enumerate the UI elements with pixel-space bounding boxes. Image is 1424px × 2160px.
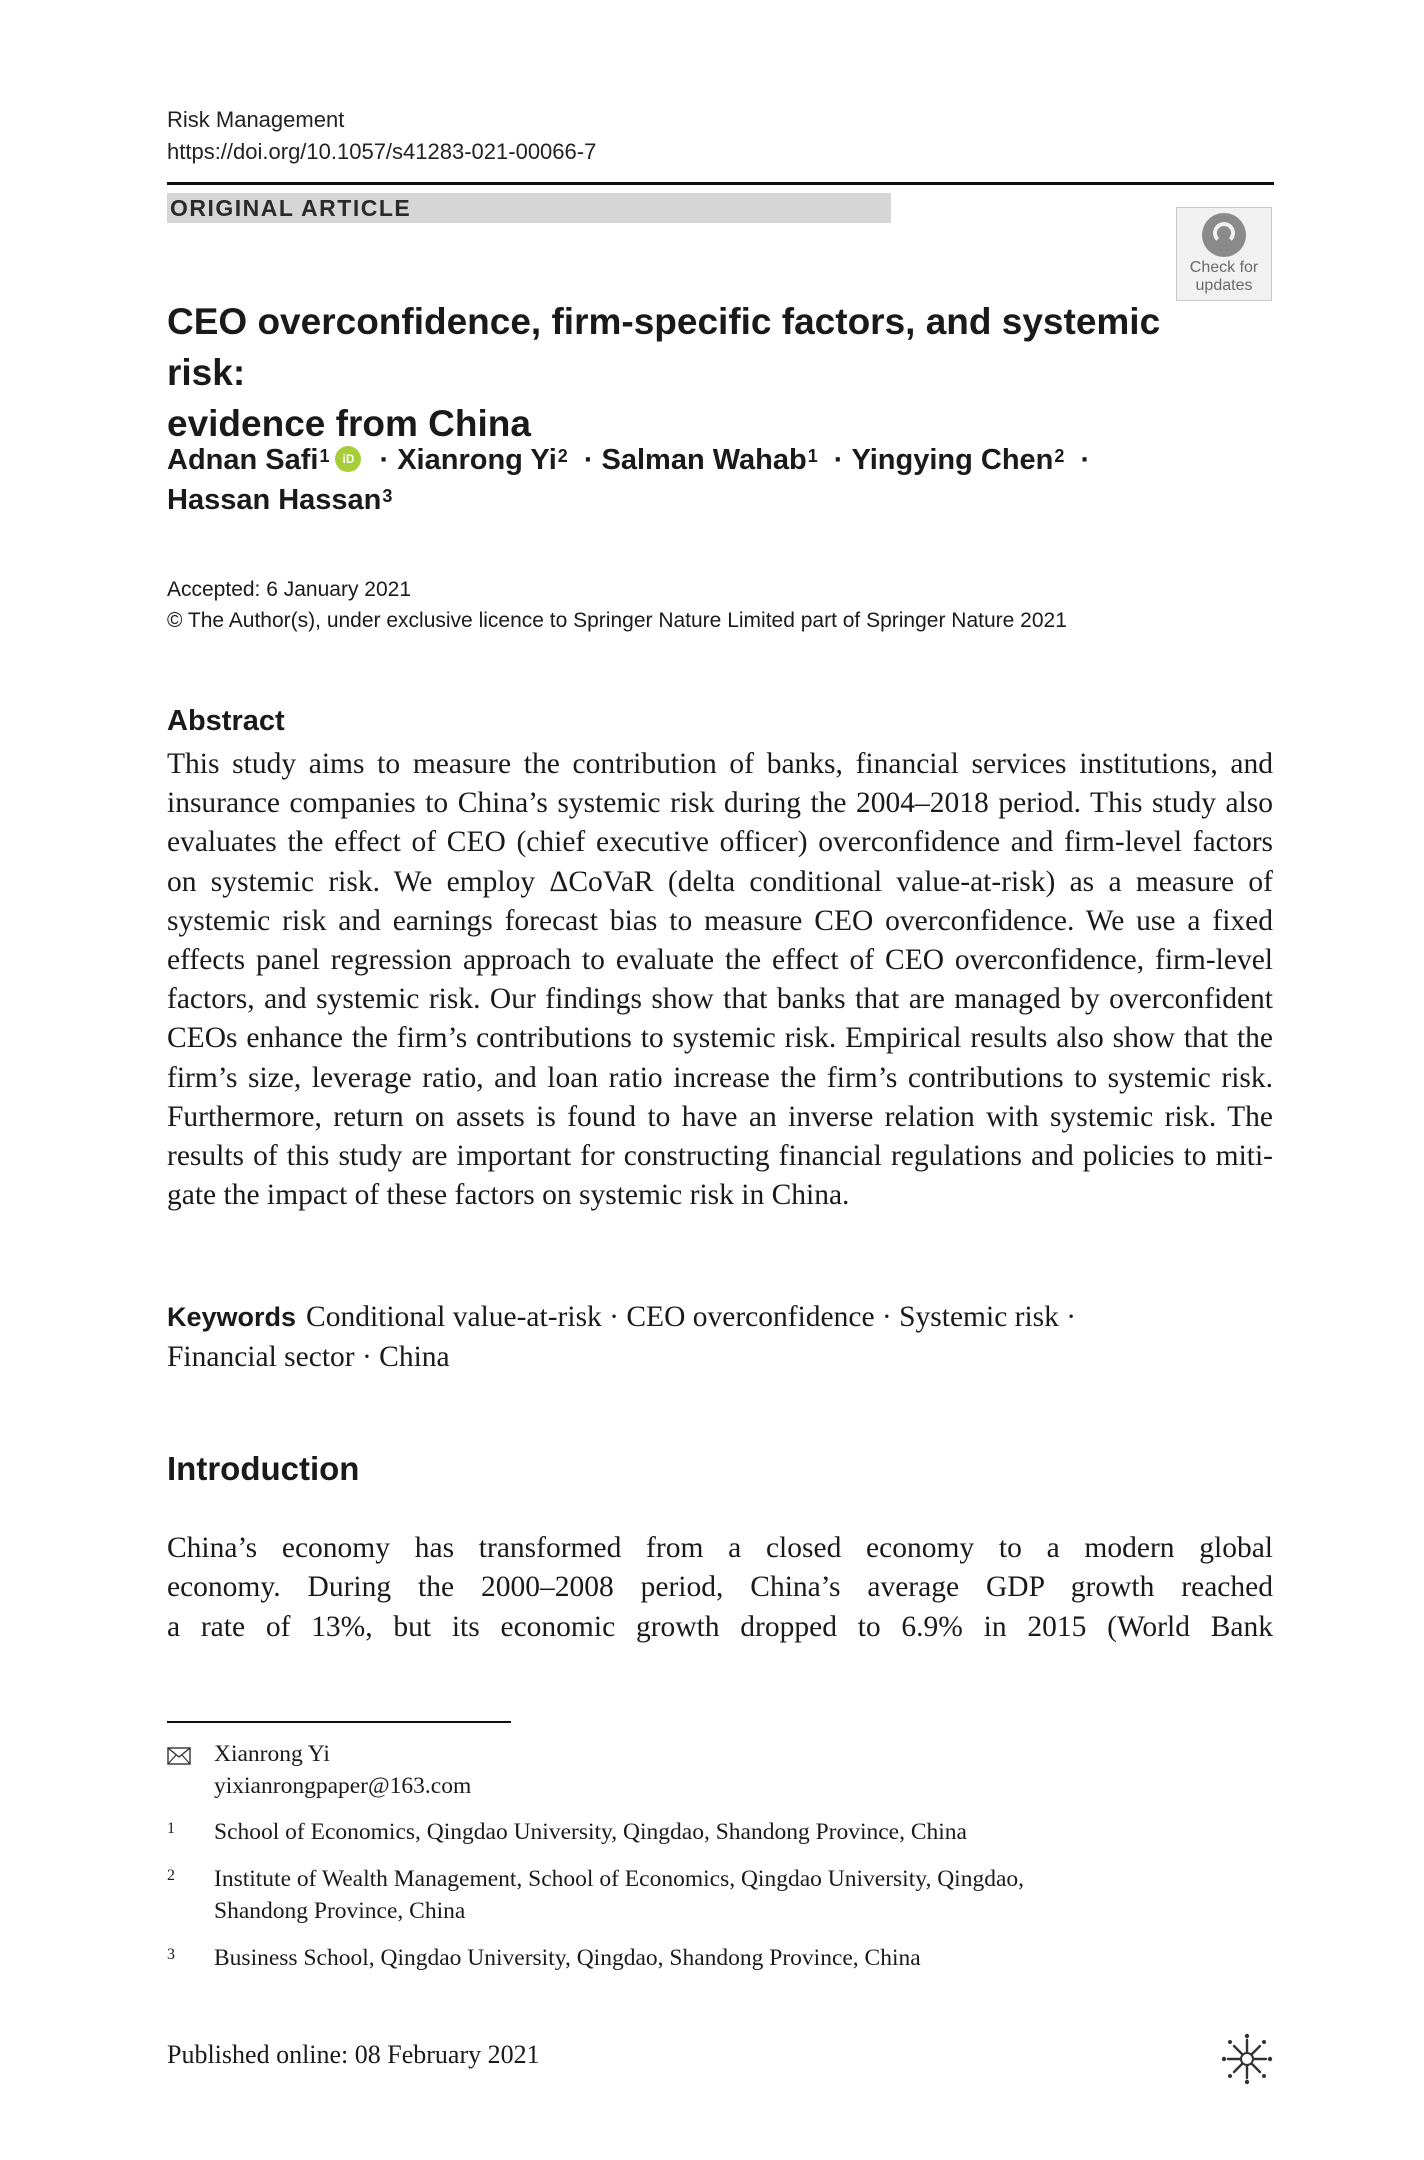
affiliation-number: 3 xyxy=(167,1946,175,1963)
orcid-icon[interactable]: iD xyxy=(335,446,361,472)
correspondence-name: Xianrong Yi xyxy=(214,1741,330,1767)
doi-link[interactable]: https://doi.org/10.1057/s41283-021-00066-7 xyxy=(167,139,597,164)
check-for-updates-icon xyxy=(1202,213,1246,257)
intro-line-1: China’s economy has transformed from a closed economy to a modern global xyxy=(167,1532,1273,1564)
abstract-body: This study aims to measure the contribution of banks, financial services institutions, and insurance companies to China’s systemic risk during the 2004–2018 period. This study also evaluates the effect of CEO (chief executive officer) overconfidence and firm-level factors on systemic risk. We employ ΔCoVaR (delta conditional value-at-risk) as a measure of systemic risk and earnings forecast bias to measure CEO overconfidence. We use a fixed effects panel regression approach to evaluate the effect of CEO overconfidence, firm-level factors, and systemic risk. Our findings show that banks that are managed by overconfident CEOs enhance the firm’s contributions to systemic risk. Empirical results also show that the firm’s size, leverage ratio, and loan ratio increase the firm’s contributions to systemic risk. Furthermore, return on assets is found to have an inverse relation with systemic risk. The results of this study are important for constructing financial regulations and policies to mitigate the impact of these factors on systemic risk in China. xyxy=(167,748,1273,1212)
article-title xyxy=(167,296,1177,449)
footnotes xyxy=(167,1738,1167,1974)
author-list xyxy=(167,440,1167,520)
author-name[interactable]: Salman Wahab xyxy=(601,444,807,476)
title-line-1: CEO overconfidence, firm-specific factors, and systemic risk: xyxy=(167,301,1161,393)
affiliation-number: 1 xyxy=(167,1820,175,1837)
title-line-2: evidence from China xyxy=(167,403,531,444)
correspondence-email[interactable]: yixianrongpaper@163.com xyxy=(214,1773,472,1799)
check-updates-line2: updates xyxy=(1195,277,1253,294)
author-affiliation-mark: 3 xyxy=(382,486,393,506)
abstract-heading: Abstract xyxy=(167,705,285,737)
journal-name: Risk Management xyxy=(167,107,345,132)
keywords-line-1: Conditional value-at-risk · CEO overconfidence · Systemic risk · xyxy=(306,1301,1077,1333)
accepted-date: Accepted: 6 January 2021 xyxy=(167,578,412,601)
author-name[interactable]: Adnan Safi xyxy=(167,444,319,476)
affiliation-text: Business School, Qingdao University, Qingdao, Shandong Province, China xyxy=(214,1945,921,1971)
check-for-updates-badge[interactable] xyxy=(1176,207,1272,301)
article-type-label: ORIGINAL ARTICLE xyxy=(170,195,412,221)
affiliation-number: 2 xyxy=(167,1867,175,1884)
mail-icon xyxy=(167,1747,191,1765)
published-online-date: Published online: 08 February 2021 xyxy=(167,2040,540,2069)
copyright-notice: © The Author(s), under exclusive licence to Springer Nature Limited part of Springer Nature 2021 xyxy=(167,609,1067,632)
author-affiliation-mark: 2 xyxy=(1054,446,1065,466)
springer-logo-icon xyxy=(1218,2030,1276,2088)
check-updates-line1: Check for xyxy=(1189,259,1259,276)
author-separator: · xyxy=(583,444,594,476)
keywords-line-2: Financial sector · China xyxy=(167,1341,450,1373)
author-separator: · xyxy=(1080,444,1091,476)
author-name[interactable]: Yingying Chen xyxy=(851,444,1054,476)
affiliation-text: Institute of Wealth Management, School of Economics, Qingdao University, Qingdao, xyxy=(214,1866,1025,1892)
affiliation-item xyxy=(167,1863,1167,1927)
author-name[interactable]: Hassan Hassan xyxy=(167,484,382,516)
author-affiliation-mark: 2 xyxy=(557,446,568,466)
affiliation-text: Shandong Province, China xyxy=(214,1898,466,1924)
intro-line-3: a rate of 13%, but its economic growth dropped to 6.9% in 2015 (World Bank xyxy=(167,1610,1273,1643)
author-separator: · xyxy=(833,444,844,476)
introduction-heading: Introduction xyxy=(167,1450,360,1487)
affiliation-text: School of Economics, Qingdao University, Qingdao, Shandong Province, China xyxy=(214,1819,967,1845)
intro-line-2: economy. During the 2000–2008 period, China’s average GDP growth reached xyxy=(167,1571,1273,1604)
affiliation-item xyxy=(167,1942,1167,1974)
keywords-section xyxy=(167,1297,1273,1377)
author-separator: · xyxy=(379,444,390,476)
affiliation-item xyxy=(167,1816,1167,1848)
author-affiliation-mark: 1 xyxy=(807,446,818,466)
keywords-label: Keywords xyxy=(167,1302,297,1332)
footnote-rule xyxy=(167,1721,511,1723)
correspondence-note xyxy=(167,1738,1167,1802)
author-affiliation-mark: 1 xyxy=(319,446,330,466)
header-rule xyxy=(167,182,1274,185)
introduction-body xyxy=(167,1529,1273,1647)
author-name[interactable]: Xianrong Yi xyxy=(397,444,557,476)
publication-dates xyxy=(167,574,1067,636)
journal-header xyxy=(167,104,596,168)
